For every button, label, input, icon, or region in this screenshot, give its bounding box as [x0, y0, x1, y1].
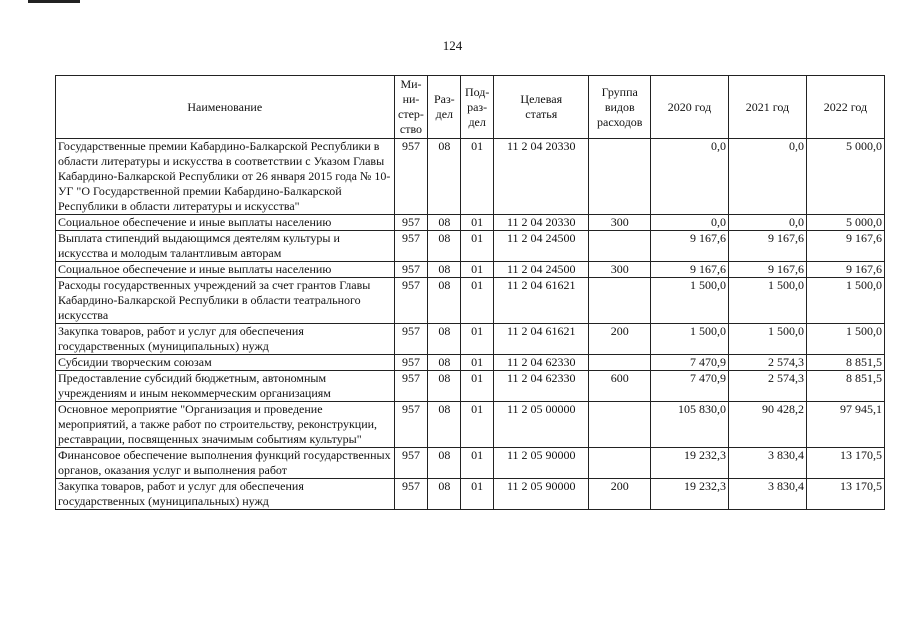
cell-expense-group [589, 402, 651, 448]
table-row [56, 448, 885, 479]
cell-2020: 1 500,0 [651, 324, 729, 355]
cell-2022: 13 170,5 [806, 448, 884, 479]
cell-expense-group: 200 [589, 324, 651, 355]
cell-section: 08 [428, 231, 461, 262]
cell-name: Социальное обеспечение и иные выплаты населению [56, 215, 395, 231]
cell-ministry: 957 [394, 324, 428, 355]
table-body [56, 139, 885, 510]
cell-section: 08 [428, 215, 461, 231]
cell-2022: 9 167,6 [806, 262, 884, 278]
cell-ministry: 957 [394, 479, 428, 510]
cell-2021: 9 167,6 [728, 262, 806, 278]
cell-2021: 1 500,0 [728, 278, 806, 324]
cell-2020: 7 470,9 [651, 371, 729, 402]
cell-expense-group [589, 355, 651, 371]
cell-2021: 1 500,0 [728, 324, 806, 355]
header-ministry: Ми- ни- стер- ство [394, 76, 428, 139]
cell-ministry: 957 [394, 355, 428, 371]
cell-article: 11 2 05 90000 [494, 448, 589, 479]
cell-name: Предоставление субсидий бюджетным, автономным учреждениям и иным некоммерческим организациям [56, 371, 395, 402]
cell-ministry: 957 [394, 262, 428, 278]
cell-section: 08 [428, 278, 461, 324]
cell-2020: 9 167,6 [651, 231, 729, 262]
cell-2020: 1 500,0 [651, 278, 729, 324]
cell-name: Закупка товаров, работ и услуг для обеспечения государственных (муниципальных) нужд [56, 324, 395, 355]
cell-expense-group: 600 [589, 371, 651, 402]
cell-ministry: 957 [394, 278, 428, 324]
cell-2021: 2 574,3 [728, 371, 806, 402]
table-row [56, 355, 885, 371]
header-2022: 2022 год [806, 76, 884, 139]
cell-section: 08 [428, 402, 461, 448]
cell-section: 08 [428, 355, 461, 371]
cell-subsection: 01 [461, 371, 494, 402]
cell-section: 08 [428, 139, 461, 215]
cell-section: 08 [428, 371, 461, 402]
cell-ministry: 957 [394, 231, 428, 262]
cell-article: 11 2 04 61621 [494, 324, 589, 355]
cell-article: 11 2 04 61621 [494, 278, 589, 324]
cell-subsection: 01 [461, 231, 494, 262]
table-row [56, 278, 885, 324]
cell-2022: 5 000,0 [806, 139, 884, 215]
header-subsection: Под- раз- дел [461, 76, 494, 139]
cell-section: 08 [428, 324, 461, 355]
cell-2020: 19 232,3 [651, 479, 729, 510]
cell-subsection: 01 [461, 139, 494, 215]
cell-ministry: 957 [394, 402, 428, 448]
cell-2021: 2 574,3 [728, 355, 806, 371]
cell-2022: 5 000,0 [806, 215, 884, 231]
cell-name: Закупка товаров, работ и услуг для обеспечения государственных (муниципальных) нужд [56, 479, 395, 510]
cell-2021: 90 428,2 [728, 402, 806, 448]
header-name: Наименование [56, 76, 395, 139]
header-2020: 2020 год [651, 76, 729, 139]
table-row [56, 324, 885, 355]
cell-subsection: 01 [461, 402, 494, 448]
cell-2021: 3 830,4 [728, 448, 806, 479]
table-row [56, 262, 885, 278]
cell-article: 11 2 04 20330 [494, 139, 589, 215]
cell-subsection: 01 [461, 262, 494, 278]
cell-section: 08 [428, 448, 461, 479]
cell-subsection: 01 [461, 479, 494, 510]
cell-name: Субсидии творческим союзам [56, 355, 395, 371]
cell-subsection: 01 [461, 324, 494, 355]
cell-name: Социальное обеспечение и иные выплаты населению [56, 262, 395, 278]
table-row [56, 479, 885, 510]
cell-2022: 1 500,0 [806, 278, 884, 324]
cell-2020: 0,0 [651, 215, 729, 231]
cell-2021: 0,0 [728, 215, 806, 231]
table-row [56, 139, 885, 215]
cell-expense-group [589, 448, 651, 479]
header-section: Раз- дел [428, 76, 461, 139]
cell-expense-group [589, 278, 651, 324]
cell-2020: 9 167,6 [651, 262, 729, 278]
cell-2020: 19 232,3 [651, 448, 729, 479]
cell-name: Основное мероприятие "Организация и проведение мероприятий, а также работ по строительству, реконструкции, реставрации, посвященных значимым событиям культуры" [56, 402, 395, 448]
cell-ministry: 957 [394, 215, 428, 231]
cell-name: Финансовое обеспечение выполнения функций государственных органов, оказания услуг и выполнения работ [56, 448, 395, 479]
cell-expense-group [589, 139, 651, 215]
cell-article: 11 2 05 90000 [494, 479, 589, 510]
page-number: 124 [442, 38, 463, 53]
cell-2021: 0,0 [728, 139, 806, 215]
cell-subsection: 01 [461, 215, 494, 231]
cell-2021: 9 167,6 [728, 231, 806, 262]
cell-2022: 97 945,1 [806, 402, 884, 448]
cell-article: 11 2 04 62330 [494, 371, 589, 402]
cell-2020: 0,0 [651, 139, 729, 215]
cell-section: 08 [428, 262, 461, 278]
cell-2022: 1 500,0 [806, 324, 884, 355]
cell-section: 08 [428, 479, 461, 510]
cell-2022: 9 167,6 [806, 231, 884, 262]
cell-expense-group [589, 231, 651, 262]
header-expense-group: Группа видов расходов [589, 76, 651, 139]
cell-subsection: 01 [461, 278, 494, 324]
cell-name: Государственные премии Кабардино-Балкарской Республики в области литературы и искусства в соответствии с Указом Главы Кабардино-Балкарской Республики от 26 января 2015 года № 10-УГ "О Государственной премии Кабардино-Балкарской Республики в области литературы и искусства" [56, 139, 395, 215]
cell-subsection: 01 [461, 448, 494, 479]
table-row [56, 371, 885, 402]
budget-table [55, 75, 885, 510]
cell-2021: 3 830,4 [728, 479, 806, 510]
scan-mark [28, 0, 80, 3]
table-row [56, 215, 885, 231]
cell-name: Расходы государственных учреждений за счет грантов Главы Кабардино-Балкарской Республики в области театрального искусства [56, 278, 395, 324]
cell-article: 11 2 04 24500 [494, 262, 589, 278]
cell-name: Выплата стипендий выдающимся деятелям культуры и искусства и молодым талантливым авторам [56, 231, 395, 262]
cell-2022: 8 851,5 [806, 371, 884, 402]
cell-expense-group: 200 [589, 479, 651, 510]
cell-ministry: 957 [394, 139, 428, 215]
header-2021: 2021 год [728, 76, 806, 139]
table-row [56, 402, 885, 448]
cell-2022: 8 851,5 [806, 355, 884, 371]
cell-expense-group: 300 [589, 262, 651, 278]
cell-article: 11 2 04 24500 [494, 231, 589, 262]
cell-2022: 13 170,5 [806, 479, 884, 510]
header-article: Целевая статья [494, 76, 589, 139]
table-header [56, 76, 885, 139]
cell-article: 11 2 05 00000 [494, 402, 589, 448]
cell-ministry: 957 [394, 448, 428, 479]
cell-2020: 7 470,9 [651, 355, 729, 371]
cell-2020: 105 830,0 [651, 402, 729, 448]
cell-expense-group: 300 [589, 215, 651, 231]
cell-subsection: 01 [461, 355, 494, 371]
table-row [56, 231, 885, 262]
cell-ministry: 957 [394, 371, 428, 402]
cell-article: 11 2 04 62330 [494, 355, 589, 371]
cell-article: 11 2 04 20330 [494, 215, 589, 231]
